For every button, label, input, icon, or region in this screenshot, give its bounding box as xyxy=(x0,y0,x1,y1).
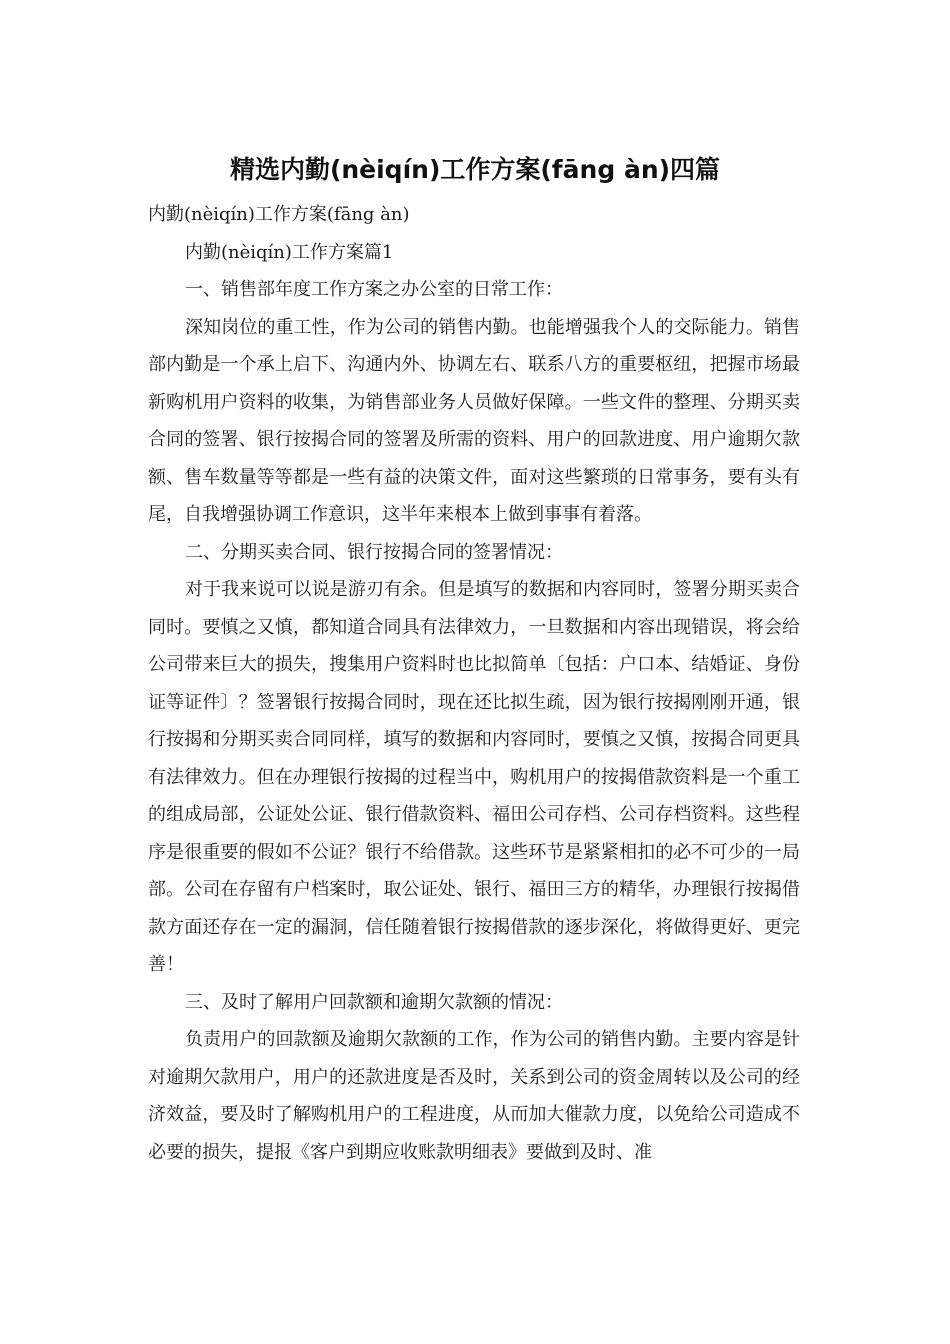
page-title: 精选内勤(nèiqín)工作方案(fāng àn)四篇 xyxy=(229,155,721,184)
section-heading: 内勤(nèiqín)工作方案篇1 xyxy=(185,241,394,263)
paragraph-heading-2: 二、分期买卖合同、银行按揭合同的签署情况： xyxy=(185,541,563,563)
paragraph-body-2: 对于我来说可以说是游刃有余。但是填写的数据和内容同时，签署分期买卖合同时。要慎之又慎，都知道合同具有法律效力，一旦数据和内容出现错误，将会给公司带来巨大的损失，搜集用户资料时也比拟简单〔包括：户口本、结婚证、身份证等证件〕？签署银行按揭合同时，现在还比拟生疏，因为银行按揭刚刚开通，银行按揭和分期买卖合同同样，填写的数据和内容同时，要慎之又慎，按揭合同更具有法律效力。但在办理银行按揭的过程当中，购机用户的按揭借款资料是一个重工的组成局部，公证处公证、银行借款资料、福田公司存档、公司存档资料。这些程序是很重要的假如不公证？银行不给借款。这些环节是紧紧相扣的必不可少的一局部。公司在存留有户档案时，取公证处、银行、福田三方的精华，办理银行按揭借款方面还存在一定的漏洞，信任随着银行按揭借款的逐步深化，将做得更好、更完善！ xyxy=(148,579,800,975)
document-body xyxy=(148,196,800,1171)
paragraph-body-1: 深知岗位的重工性，作为公司的销售内勤。也能增强我个人的交际能力。销售部内勤是一个承上启下、沟通内外、协调左右、联系八方的重要枢纽，把握市场最新购机用户资料的收集，为销售部业务人员做好保障。一些文件的整理、分期买卖合同的签署、银行按揭合同的签署及所需的资料、用户的回款进度、用户逾期欠款额、售车数量等等都是一些有益的决策文件，面对这些繁琐的日常事务，要有头有尾，自我增强协调工作意识，这半年来根本上做到事事有着落。 xyxy=(148,316,800,525)
paragraph-heading-1: 一、销售部年度工作方案之办公室的日常工作： xyxy=(185,279,563,300)
paragraph-heading-3: 三、及时了解用户回款额和逾期欠款额的情况： xyxy=(185,991,563,1013)
document-subtitle: 内勤(nèiqín)工作方案(fāng àn) xyxy=(148,204,410,225)
paragraph-body-3: 负责用户的回款额及逾期欠款额的工作，作为公司的销售内勤。主要内容是针对逾期欠款用户，用户的还款进度是否及时，关系到公司的资金周转以及公司的经济效益，要及时了解购机用户的工程进度，从而加大催款力度，以免给公司造成不必要的损失，提报《客户到期应收账款明细表》要做到及时、准 xyxy=(148,1029,800,1163)
